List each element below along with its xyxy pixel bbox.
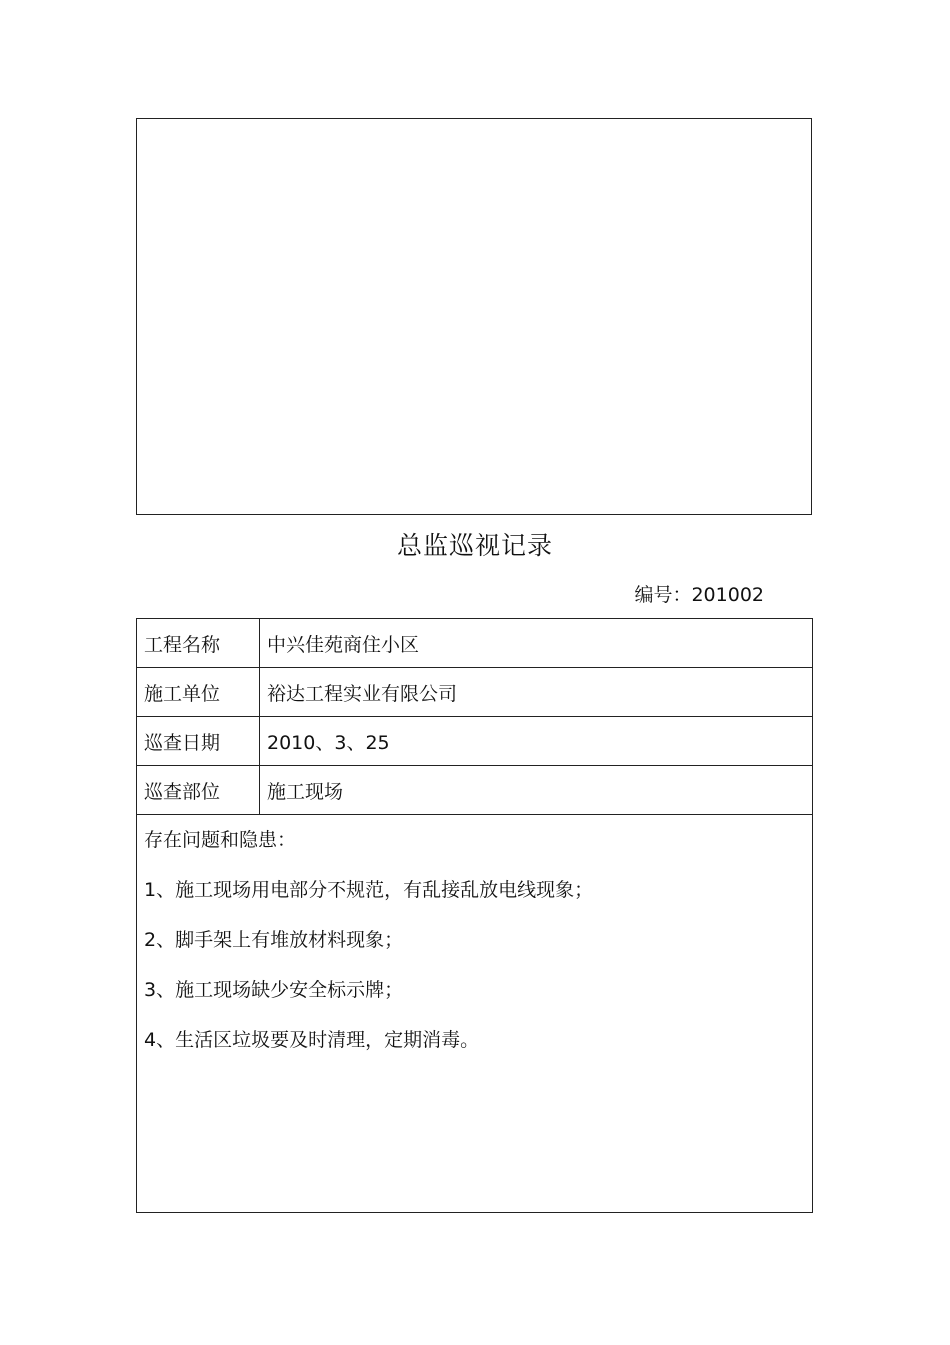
blank-frame <box>136 118 812 515</box>
contractor-value: 裕达工程实业有限公司 <box>260 668 813 717</box>
project-name-label: 工程名称 <box>137 619 260 668</box>
inspection-table <box>136 618 813 1213</box>
issue-item: 2、脚手架上有堆放材料现象； <box>144 929 404 951</box>
table-row <box>137 619 813 668</box>
inspection-date-value: 2010、3、25 <box>260 717 813 766</box>
contractor-label: 施工单位 <box>137 668 260 717</box>
inspection-area-value: 施工现场 <box>260 766 813 815</box>
issue-item: 3、施工现场缺少安全标示牌； <box>144 979 404 1001</box>
table-row <box>137 815 813 1213</box>
table-row <box>137 766 813 815</box>
table-row <box>137 717 813 766</box>
issue-item: 1、施工现场用电部分不规范，有乱接乱放电线现象； <box>144 879 594 901</box>
issues-heading: 存在问题和隐患： <box>144 829 297 851</box>
inspection-date-label: 巡查日期 <box>137 717 260 766</box>
project-name-value: 中兴佳苑商住小区 <box>260 619 813 668</box>
inspection-area-label: 巡查部位 <box>137 766 260 815</box>
table-row <box>137 668 813 717</box>
issue-item: 4、生活区垃圾要及时清理，定期消毒。 <box>144 1029 480 1051</box>
issues-cell <box>137 815 813 1213</box>
page-title: 总监巡视记录 <box>396 531 553 560</box>
document-number: 编号：201002 <box>634 584 764 606</box>
